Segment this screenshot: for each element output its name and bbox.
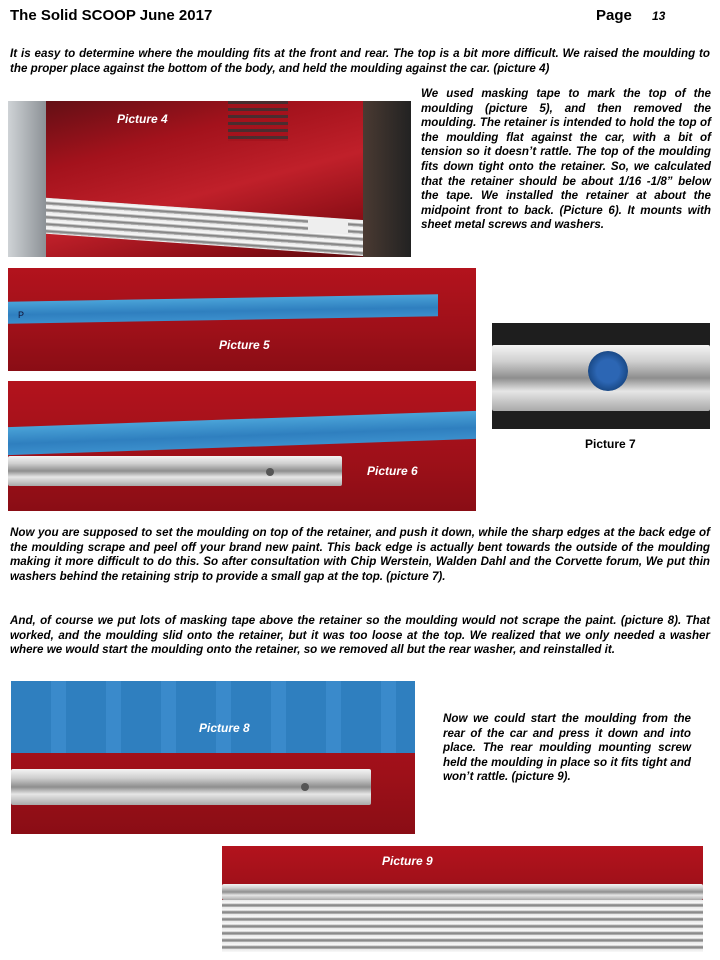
picture-9-caption: Picture 9 [382, 854, 433, 868]
picture-9-photo [222, 846, 703, 952]
picture-5-caption: Picture 5 [219, 338, 270, 352]
picture-6-photo [8, 381, 476, 511]
picture-7-caption: Picture 7 [585, 437, 636, 451]
page-label: Page [596, 7, 632, 24]
picture-7-photo [492, 323, 710, 429]
paragraph-finish: Now we could start the moulding from the rear of the car and press it down and into place. The rear moulding mounting screw held the moulding in place so it fits tight and won’t rattle. (picture 9). [443, 712, 691, 784]
picture-6-caption: Picture 6 [367, 464, 418, 478]
paragraph-washer: And, of course we put lots of masking tape above the retainer so the moulding would not scrape the paint. (picture 8). That worked, and the moulding slid onto the retainer, but it was too loose at the top. We realized that we only needed a washer where we would start the moulding onto the retainer, so we removed all but the rear washer, and reinstalled it. [10, 614, 710, 657]
picture-8-photo [11, 681, 415, 834]
page-number: 13 [652, 9, 666, 23]
paragraph-retainer: Now you are supposed to set the moulding on top of the retainer, and push it down, while the sharp edges at the back edge of the moulding scrape and peel off your brand new paint. This back edge is actually bent towards the outside of the moulding making it more difficult to do this. So after consultation with Chip Werstein, Walden Dahl and the Corvette forum, We put thin washers behind the retaining strip to provide a small gap at the top. (picture 7). [10, 526, 710, 583]
paragraph-masking-tape: We used masking tape to mark the top of the moulding (picture 5), and then removed the moulding. The retainer is intended to hold the top of the moulding flat against the car, with a bit of tension so it doesn’t rattle. The top of the moulding fits down tight onto the retainer. So, we calculated that the retainer should be about 1/16 -1/8” below the tape. We installed the retainer at about the midpoint front to back. (Picture 6). It mounts with sheet metal screws and washers. [421, 87, 711, 232]
picture-4-caption: Picture 4 [117, 112, 168, 126]
picture-5-photo: P Picture 5 [8, 268, 476, 371]
newsletter-title: The Solid SCOOP June 2017 [10, 7, 213, 24]
picture-8-caption: Picture 8 [199, 721, 250, 735]
paragraph-intro: It is easy to determine where the moulding fits at the front and rear. The top is a bit more difficult. We raised the moulding to the proper place against the bottom of the body, and held the moulding against the car. (picture 4) [10, 47, 710, 75]
picture-4-photo [8, 101, 411, 257]
